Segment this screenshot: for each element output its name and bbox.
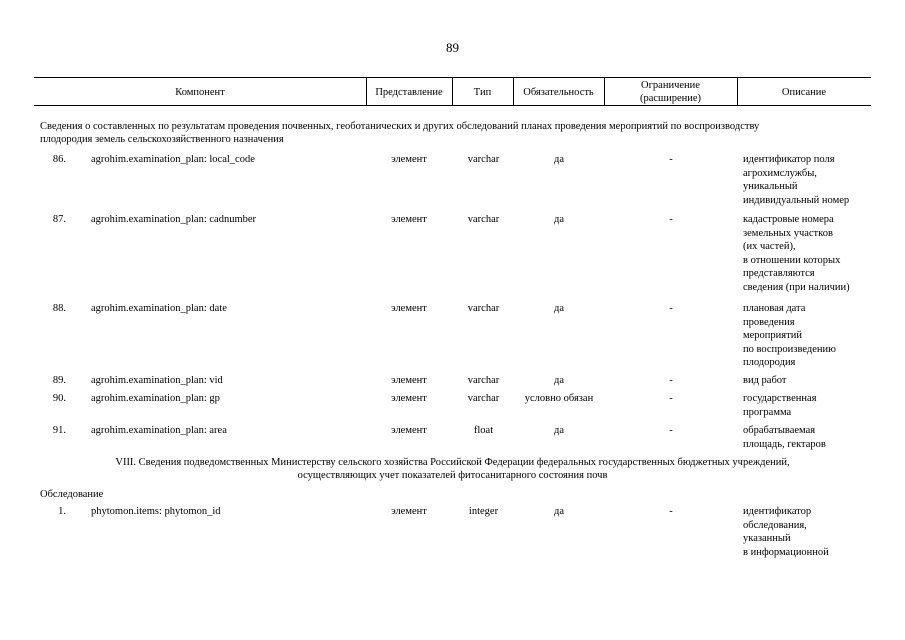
row-number: 88.	[52, 303, 66, 314]
row-restriction: -	[669, 214, 673, 225]
row-number: 90.	[52, 393, 66, 404]
row-restriction: -	[669, 393, 673, 404]
row-description	[743, 213, 871, 294]
section-heading: Сведения о составленных по результатам проведения почвенных, геоботанических и других обследований планах проведения мероприятий по воспроизводству	[40, 121, 760, 132]
row-type: varchar	[467, 154, 500, 165]
description-line: проведения	[743, 316, 795, 328]
header-representation: Представление	[375, 86, 443, 98]
row-mandatory: да	[553, 303, 564, 314]
description-line: (их частей),	[743, 241, 796, 252]
row-description	[743, 153, 871, 207]
row-restriction: -	[669, 425, 673, 436]
row-representation: элемент	[391, 425, 427, 436]
description-line: кадастровые номера	[743, 214, 834, 225]
row-representation: элемент	[391, 214, 427, 225]
row-description	[743, 374, 871, 388]
section-heading: плодородия земель сельскохозяйственного назначения	[40, 134, 284, 145]
row-mandatory: да	[553, 375, 564, 386]
row-component: phytomon.items: phytomon_id	[91, 506, 221, 517]
row-mandatory: условно обязан	[524, 393, 594, 404]
row-type: varchar	[467, 375, 500, 386]
row-mandatory: да	[553, 214, 564, 225]
description-line: в информационной	[743, 546, 829, 558]
row-representation: элемент	[391, 393, 427, 404]
row-component: agrohim.examination_plan: local_code	[91, 154, 255, 165]
row-restriction: -	[669, 506, 673, 517]
header-type: Тип	[473, 86, 492, 98]
description-line: программа	[743, 406, 792, 418]
description-line: плодородия	[743, 357, 796, 368]
description-line: площадь, гектаров	[743, 438, 826, 450]
row-representation: элемент	[391, 154, 427, 165]
description-line: обрабатываемая	[743, 425, 816, 436]
row-mandatory: да	[553, 425, 564, 436]
description-line: сведения (при наличии)	[743, 281, 850, 293]
row-representation: элемент	[391, 303, 427, 314]
subsection-heading: Обследование	[40, 489, 104, 500]
row-component: agrohim.examination_plan: vid	[91, 375, 223, 386]
row-component: agrohim.examination_plan: area	[91, 425, 227, 436]
description-line: индивидуальный номер	[743, 194, 850, 206]
row-representation: элемент	[391, 375, 427, 386]
section-heading: осуществляющих учет показателей фитосанитарного состояния почв	[297, 470, 608, 481]
row-type: float	[473, 425, 494, 436]
table-header-rule	[34, 105, 871, 106]
row-mandatory: да	[553, 506, 564, 517]
description-line: земельных участков	[743, 227, 833, 239]
header-restriction	[604, 79, 737, 105]
row-component: agrohim.examination_plan: cadnumber	[91, 214, 257, 225]
description-line: плановая дата	[743, 303, 806, 314]
row-number: 87.	[52, 214, 66, 225]
header-restriction-line2: (расширение)	[639, 93, 702, 104]
row-type: varchar	[467, 303, 500, 314]
header-component: Компонент	[175, 86, 225, 98]
header-restriction-line1: Ограничение	[641, 80, 700, 91]
description-line: обследования,	[743, 519, 807, 531]
description-line: идентификатор	[743, 506, 812, 517]
row-description	[743, 505, 871, 559]
row-number: 89.	[52, 375, 66, 386]
row-type: varchar	[467, 214, 500, 225]
row-restriction: -	[669, 154, 673, 165]
description-line: представляются	[743, 268, 815, 279]
description-line: уникальный	[743, 181, 798, 192]
description-line: вид работ	[743, 375, 787, 386]
header-description: Описание	[781, 86, 827, 98]
section-heading: VIII. Сведения подведомственных Министерству сельского хозяйства Российской Федерации федеральных государственных бюджетных учреждений,	[115, 457, 790, 468]
row-number: 1.	[58, 506, 66, 517]
row-mandatory: да	[553, 154, 564, 165]
page-number: 89	[446, 40, 459, 55]
row-number: 91.	[52, 425, 66, 436]
description-line: в отношении которых	[743, 254, 841, 266]
header-mandatory: Обязательность	[523, 86, 594, 98]
row-type: integer	[468, 506, 499, 517]
row-component: agrohim.examination_plan: gp	[91, 393, 220, 404]
row-component: agrohim.examination_plan: date	[91, 303, 227, 314]
row-restriction: -	[669, 375, 673, 386]
description-line: агрохимслужбы,	[743, 167, 817, 179]
row-description	[743, 392, 871, 419]
description-line: государственная	[743, 393, 817, 404]
row-type: varchar	[467, 393, 500, 404]
row-number: 86.	[52, 154, 66, 165]
row-restriction: -	[669, 303, 673, 314]
row-description	[743, 424, 871, 451]
description-line: идентификатор поля	[743, 154, 835, 165]
description-line: по воспроизведению	[743, 343, 836, 355]
row-representation: элемент	[391, 506, 427, 517]
description-line: указанный	[743, 533, 791, 544]
row-description	[743, 302, 871, 370]
description-line: мероприятий	[743, 330, 802, 341]
